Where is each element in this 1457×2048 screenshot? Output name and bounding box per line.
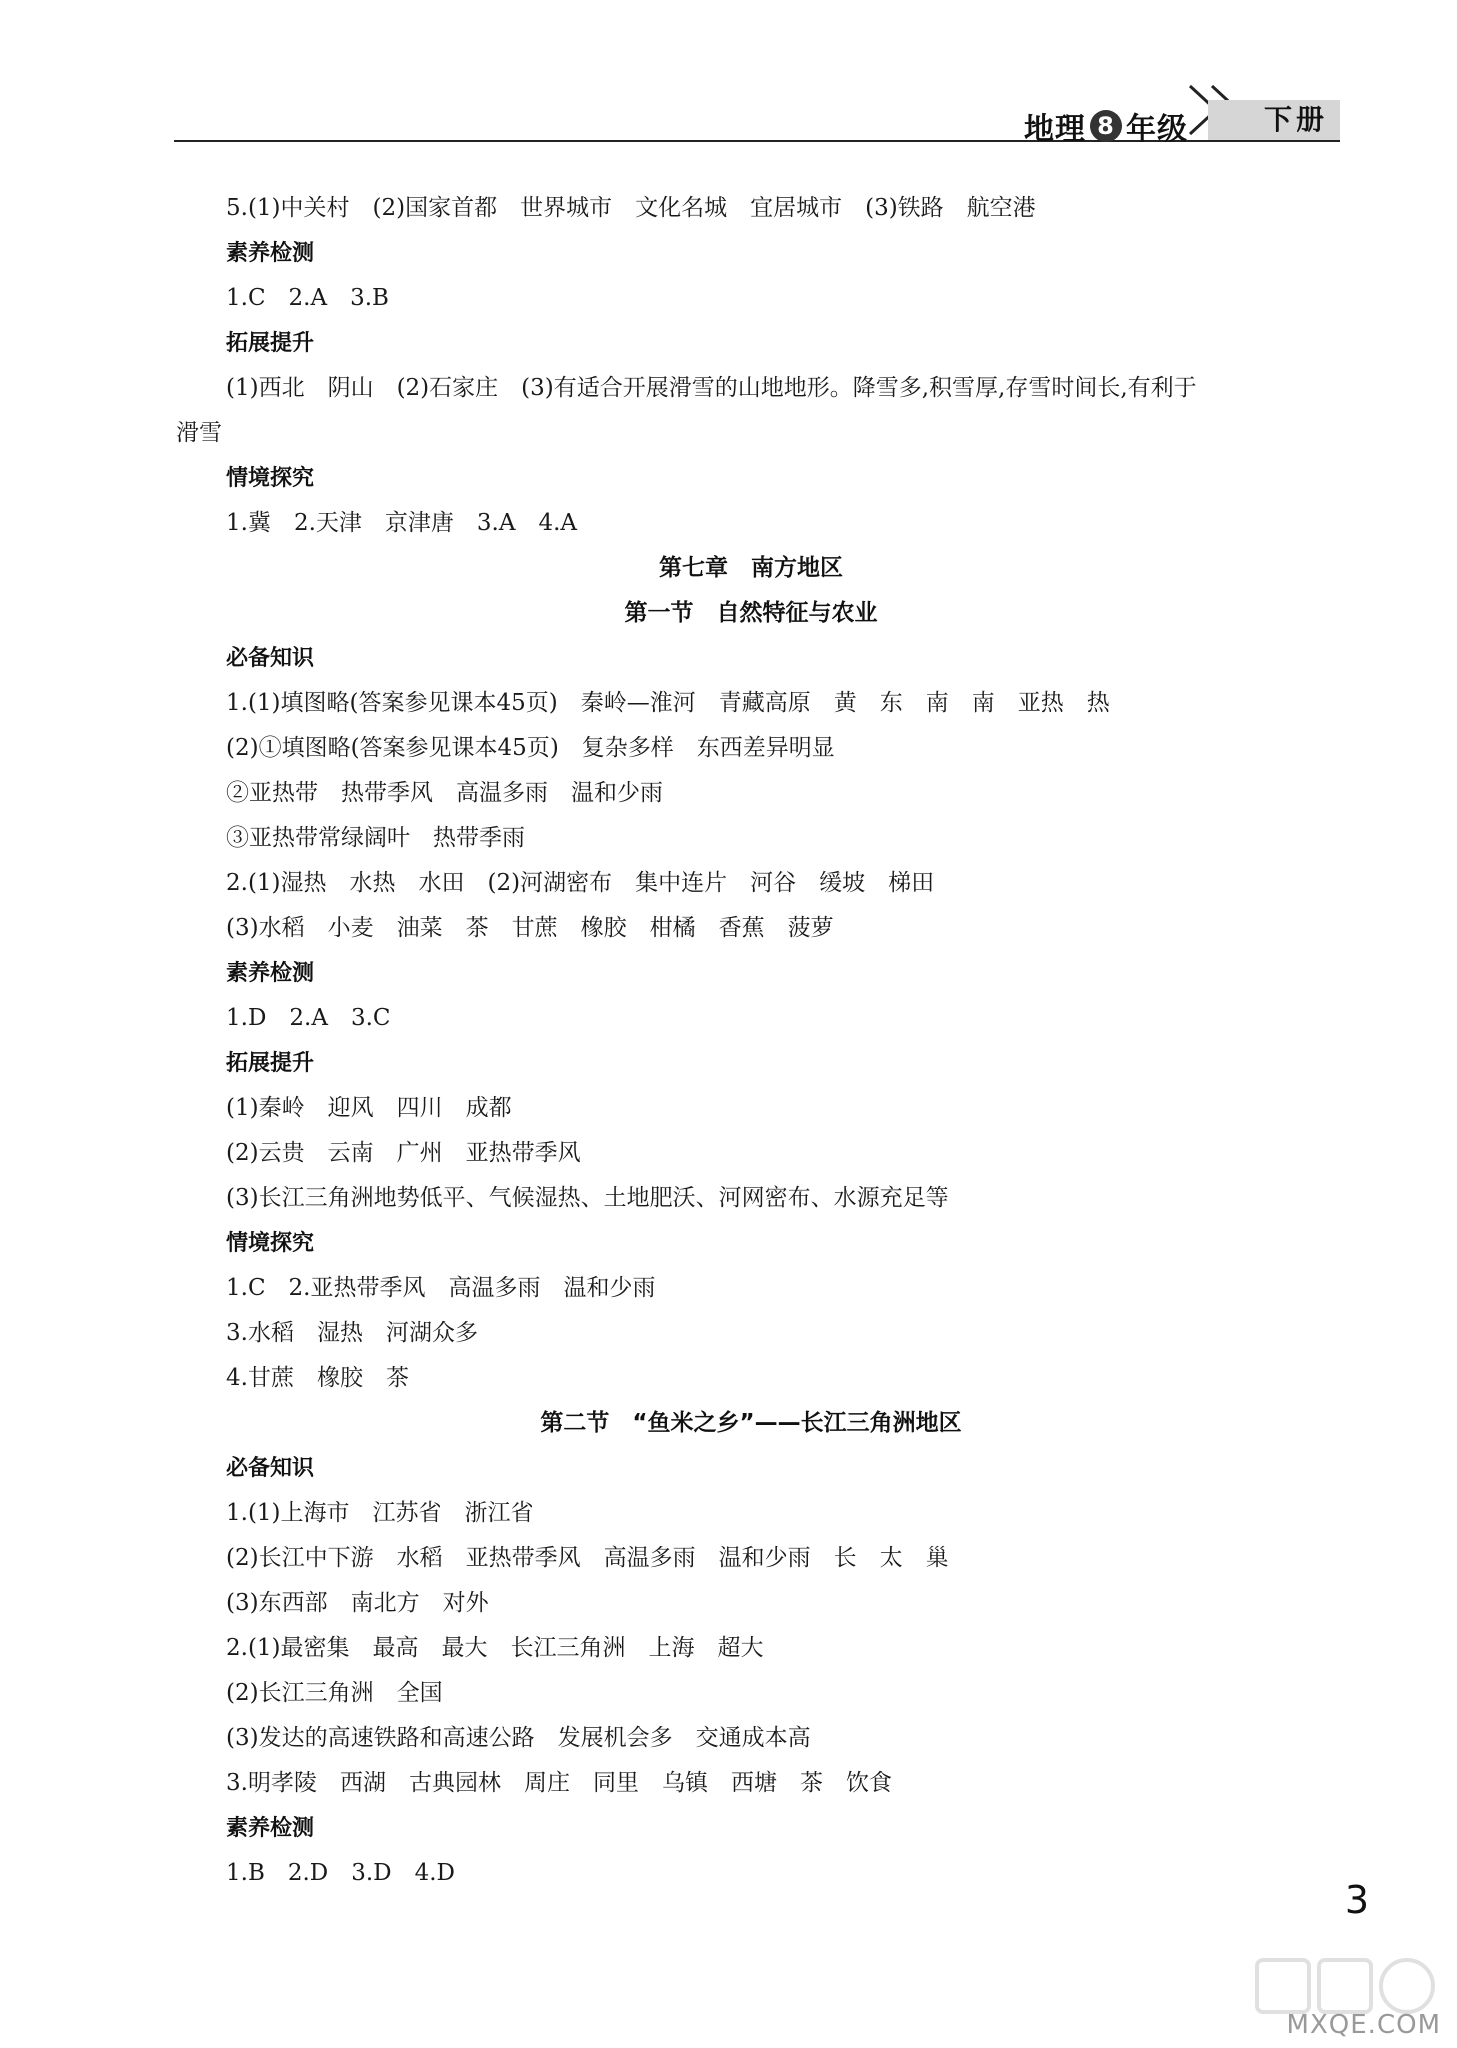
section-heading: 素养检测	[226, 241, 315, 266]
header-subject	[1024, 104, 1188, 148]
page-header	[174, 96, 1340, 146]
answer-line: 1.C 2.亚热带季风 高温多雨 温和少雨	[226, 1275, 656, 1301]
grade-badge: 8	[1090, 110, 1122, 142]
section-heading: 拓展提升	[226, 331, 315, 356]
section-heading: 情境探究	[226, 466, 315, 491]
answer-line: ③亚热带常绿阔叶 热带季雨	[226, 825, 525, 851]
section-heading: 必备知识	[226, 1456, 315, 1481]
answer-line: 1.B 2.D 3.D 4.D	[226, 1860, 456, 1886]
answer-line: 3.明孝陵 西湖 古典园林 周庄 同里 乌镇 西塘 茶 饮食	[226, 1770, 892, 1796]
answer-line: (2)云贵 云南 广州 亚热带季风	[226, 1140, 581, 1166]
volume-label: 下册	[1208, 100, 1340, 140]
answer-line: (3)发达的高速铁路和高速公路 发展机会多 交通成本高	[226, 1725, 811, 1751]
answer-line: 1.(1)上海市 江苏省 浙江省	[226, 1500, 534, 1526]
answer-line: 1.D 2.A 3.C	[226, 1005, 391, 1031]
answer-line: (3)东西部 南北方 对外	[226, 1590, 489, 1616]
section-heading: 素养检测	[226, 1816, 315, 1841]
page-number: 3	[1344, 1878, 1369, 1922]
chapter-title: 第七章 南方地区	[659, 555, 843, 581]
subject-prefix: 地理	[1024, 112, 1086, 147]
answer-line	[176, 366, 1326, 456]
answer-line: (2)①填图略(答案参见课本45页) 复杂多样 东西差异明显	[226, 735, 835, 761]
answer-line-text: (1)西北 阴山 (2)石家庄 (3)有适合开展滑雪的山地地形。降雪多,积雪厚,存雪时间长,有利于	[226, 375, 1197, 401]
answer-line-continuation: 滑雪	[176, 420, 222, 446]
answer-line: 2.(1)湿热 水热 水田 (2)河湖密布 集中连片 河谷 缓坡 梯田	[226, 870, 935, 896]
answer-line: 1.冀 2.天津 京津唐 3.A 4.A	[226, 510, 577, 536]
answer-line: (2)长江中下游 水稻 亚热带季风 高温多雨 温和少雨 长 太 巢	[226, 1545, 949, 1571]
chapter-title: 第一节 自然特征与农业	[624, 600, 878, 626]
answer-line: (3)长江三角洲地势低平、气候湿热、土地肥沃、河网密布、水源充足等	[226, 1185, 949, 1211]
answer-line: ②亚热带 热带季风 高温多雨 温和少雨	[226, 780, 663, 806]
answer-line: (2)长江三角洲 全国	[226, 1680, 443, 1706]
chapter-title: 第二节 “鱼米之乡”——长江三角洲地区	[540, 1410, 962, 1436]
subject-suffix: 年级	[1126, 112, 1188, 147]
answer-line: 4.甘蔗 橡胶 茶	[226, 1365, 409, 1391]
answer-content	[176, 186, 1326, 1896]
watermark-text: MXQE.COM	[1286, 2010, 1441, 2040]
answer-line: (3)水稻 小麦 油菜 茶 甘蔗 橡胶 柑橘 香蕉 菠萝	[226, 915, 834, 941]
answer-line: 5.(1)中关村 (2)国家首都 世界城市 文化名城 宜居城市 (3)铁路 航空港	[226, 195, 1036, 221]
section-heading: 情境探究	[226, 1231, 315, 1256]
section-heading: 素养检测	[226, 961, 315, 986]
answer-line: (1)秦岭 迎风 四川 成都	[226, 1095, 512, 1121]
answer-line: 3.水稻 湿热 河湖众多	[226, 1320, 478, 1346]
section-heading: 必备知识	[226, 646, 315, 671]
answer-line: 2.(1)最密集 最高 最大 长江三角洲 上海 超大	[226, 1635, 764, 1661]
section-heading: 拓展提升	[226, 1051, 315, 1076]
answer-line: 1.C 2.A 3.B	[226, 285, 389, 311]
answer-line: 1.(1)填图略(答案参见课本45页) 秦岭—淮河 青藏高原 黄 东 南 南 亚热 热	[226, 690, 1110, 716]
